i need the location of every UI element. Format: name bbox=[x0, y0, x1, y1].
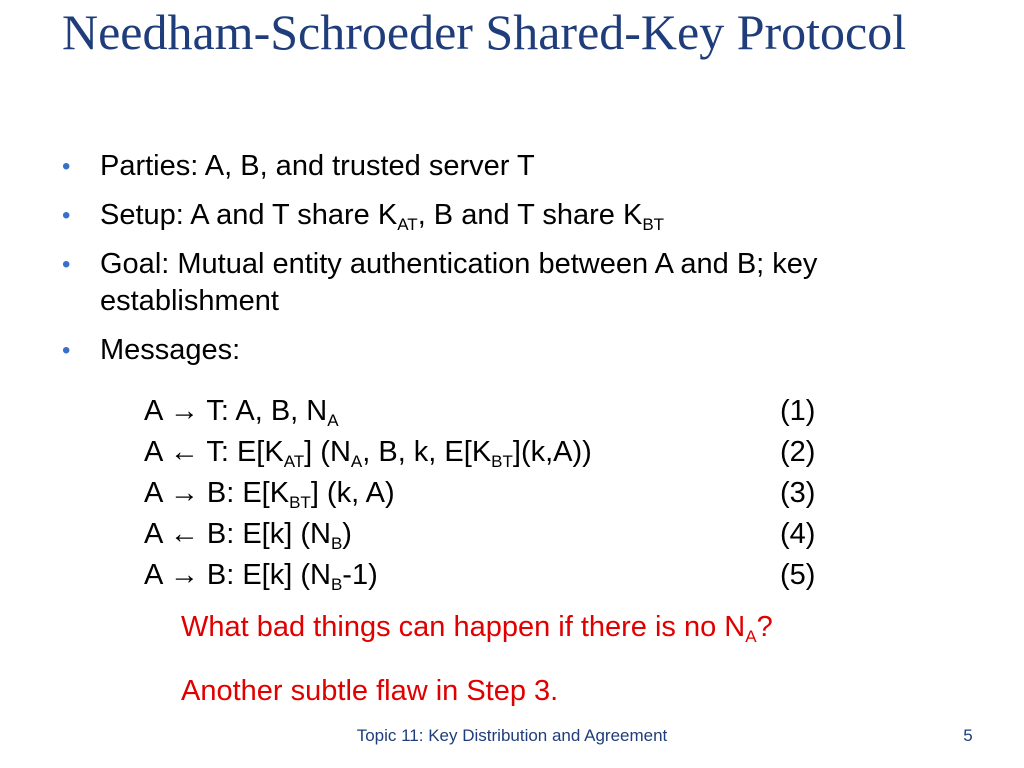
message-text: A bbox=[144, 518, 170, 550]
message-text: -1) bbox=[342, 559, 378, 591]
bullet-text: Messages: bbox=[100, 334, 241, 366]
bullet-text: , B and T share K bbox=[417, 199, 643, 231]
bullet-list bbox=[62, 148, 982, 381]
question-main: What bad things can happen if there is no N bbox=[181, 611, 746, 643]
message-number: (5) bbox=[780, 559, 816, 591]
question-text bbox=[181, 609, 773, 645]
subscript: B bbox=[330, 534, 343, 553]
message-text: B: E[k] (N bbox=[198, 559, 331, 591]
subscript: BT bbox=[642, 215, 665, 234]
message-text: A bbox=[144, 477, 170, 509]
bullet-item bbox=[62, 332, 982, 369]
subscript: AT bbox=[397, 215, 418, 234]
message-line bbox=[144, 391, 844, 432]
message-list bbox=[144, 391, 844, 596]
message-number: (3) bbox=[780, 477, 816, 509]
bullet-text: Goal: Mutual entity authentication between A and B; key establishment bbox=[100, 248, 818, 317]
message-text: B: E[k] (N bbox=[198, 518, 331, 550]
question-mark: ? bbox=[756, 611, 773, 643]
subscript: BT bbox=[491, 452, 513, 471]
bullet-marker: • bbox=[62, 251, 71, 278]
message-line bbox=[144, 432, 844, 473]
bullet-marker: • bbox=[62, 153, 71, 180]
left-arrow-icon: ← bbox=[169, 436, 199, 468]
message-text: B: E[K bbox=[198, 477, 290, 509]
bullet-marker: • bbox=[62, 202, 71, 229]
message-number: (4) bbox=[780, 518, 816, 550]
message-text: A bbox=[144, 395, 170, 427]
bullet-item bbox=[62, 246, 982, 320]
slide-title: Needham-Schroeder Shared-Key Protocol bbox=[62, 4, 907, 60]
message-text: A bbox=[144, 436, 170, 468]
message-text: ] (N bbox=[304, 436, 351, 468]
right-arrow-icon: → bbox=[169, 559, 199, 591]
bullet-marker: • bbox=[62, 337, 71, 364]
message-number: (1) bbox=[780, 395, 816, 427]
footer-topic: Topic 11: Key Distribution and Agreement bbox=[356, 726, 668, 745]
flaw-note: Another subtle flaw in Step 3. bbox=[181, 675, 559, 707]
left-arrow-icon: ← bbox=[169, 518, 199, 550]
subscript: B bbox=[330, 575, 343, 594]
bullet-text: Parties: A, B, and trusted server T bbox=[100, 150, 535, 182]
subscript: BT bbox=[289, 493, 311, 512]
message-line bbox=[144, 514, 844, 555]
message-text: ) bbox=[342, 518, 352, 550]
message-text: ] (k, A) bbox=[310, 477, 395, 509]
subscript: A bbox=[327, 411, 339, 430]
subscript: A bbox=[350, 452, 363, 471]
subscript: AT bbox=[283, 452, 305, 471]
message-text: T: A, B, N bbox=[198, 395, 328, 427]
bullet-item bbox=[62, 197, 982, 234]
message-text: A bbox=[144, 559, 170, 591]
bullet-text: Setup: A and T share K bbox=[100, 199, 398, 231]
message-number: (2) bbox=[780, 436, 816, 468]
message-line bbox=[144, 473, 844, 514]
message-text: ](k,A)) bbox=[512, 436, 592, 468]
right-arrow-icon: → bbox=[169, 477, 199, 509]
page-number: 5 bbox=[963, 726, 973, 745]
message-text: , B, k, E[K bbox=[362, 436, 492, 468]
subscript: A bbox=[745, 627, 757, 646]
message-line bbox=[144, 555, 844, 596]
bullet-item bbox=[62, 148, 982, 185]
right-arrow-icon: → bbox=[169, 395, 199, 427]
message-text: T: E[K bbox=[198, 436, 284, 468]
